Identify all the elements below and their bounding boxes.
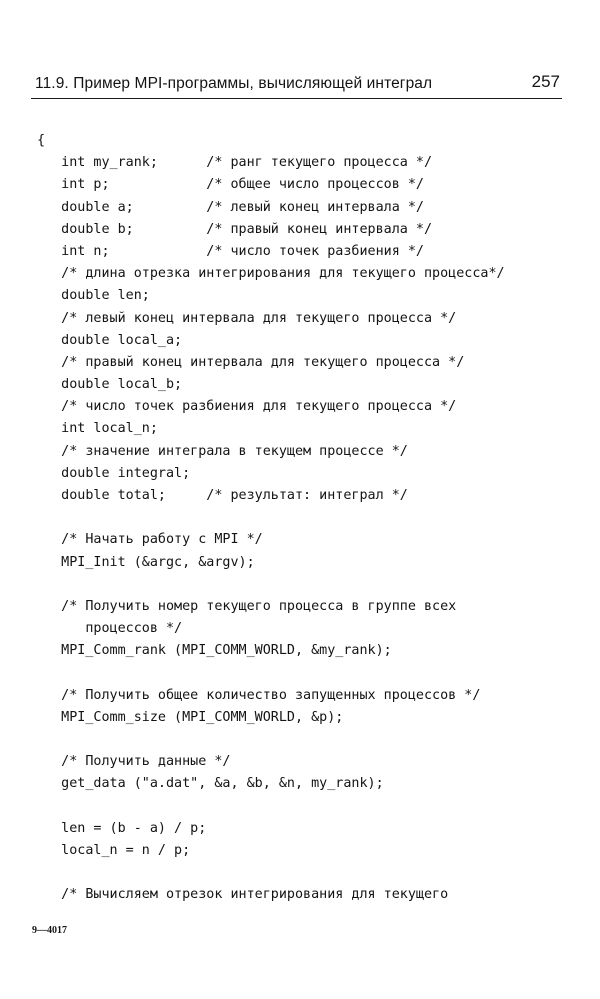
code-line: double local_b; [37,377,183,393]
code-line: double total; /* результат: интеграл */ [37,488,408,503]
signature-mark: 9—4017 [32,925,67,936]
code-line: double a; /* левый конец интервала */ [37,199,424,215]
code-line: /* Получить данные */ [37,754,231,770]
code-line: double len; [37,288,150,304]
code-line [37,729,577,751]
code-line: len = (b - a) / p; [37,820,207,836]
code-line [37,862,577,884]
code-line: MPI_Init (&argc, &argv); [37,554,255,570]
code-line: get_data ("a.dat", &a, &b, &n, my_rank); [37,776,384,792]
header-title: 11.9. Пример MPI-программы, вычисляющей интеграл [35,75,433,92]
code-line: int p; /* общее число процессов */ [37,177,424,193]
code-line: /* левый конец интервала для текущего процесса */ [37,310,457,326]
running-header [31,74,562,99]
code-line: /* Начать работу с MPI */ [37,532,263,548]
code-line: /* Вычисляем отрезок интегрирования для текущего [37,887,449,903]
code-line [37,574,577,596]
code-line: MPI_Comm_size (MPI_COMM_WORLD, &p); [37,709,344,725]
code-line: /* правый конец интервала для текущего процесса */ [37,354,465,370]
page-number: 257 [531,72,560,91]
code-line: /* Получить общее количество запущенных процессов */ [37,687,481,703]
code-line: процессов */ [37,621,183,637]
code-line: /* длина отрезка интегрирования для текущего процесса*/ [37,266,505,282]
code-line: int local_n; [37,421,158,437]
code-line: double local_a; [37,332,183,348]
code-line: int n; /* число точек разбиения */ [37,243,424,259]
code-line: MPI_Comm_rank (MPI_COMM_WORLD, &my_rank); [37,643,392,659]
code-line: double integral; [37,465,191,481]
code-line: double b; /* правый конец интервала */ [37,221,433,237]
code-line [37,663,577,685]
code-line: { [37,133,46,148]
code-line [37,796,577,818]
code-line [37,507,577,529]
code-line: local_n = n / p; [37,843,191,858]
code-line: /* значение интеграла в текущем процессе */ [37,443,408,459]
code-line: int my_rank; /* ранг текущего процесса */ [37,155,433,171]
code-line: /* Получить номер текущего процесса в группе всех [37,598,457,614]
code-listing [37,130,577,907]
code-line: /* число точек разбиения для текущего процесса */ [37,399,457,415]
